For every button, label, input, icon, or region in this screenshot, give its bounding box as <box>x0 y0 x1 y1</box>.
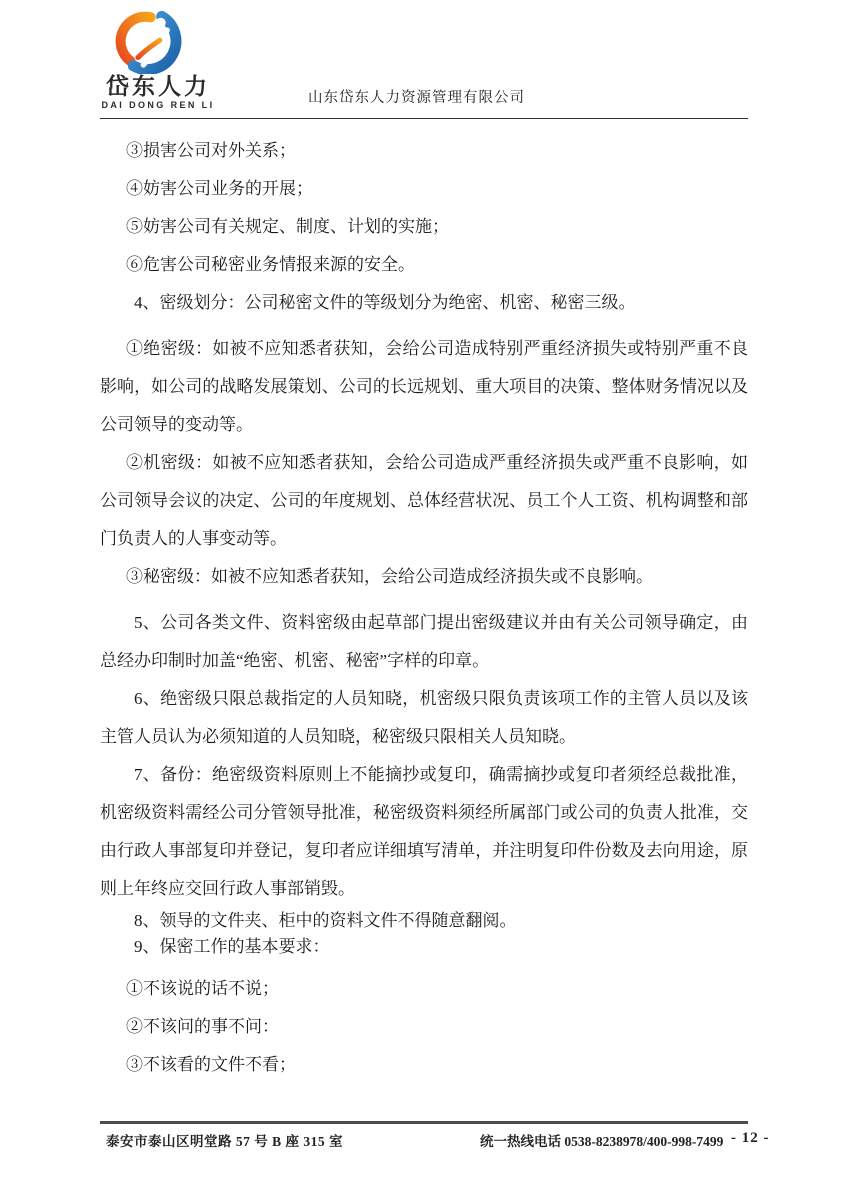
footer-divider <box>100 1121 748 1124</box>
doc-paragraph: 7、备份：绝密级资料原则上不能摘抄或复印，确需摘抄或复印者须经总裁批准，机密级资料需经公司分管领导批准，秘密级资料须经所属部门或公司的负责人批准，交由行政人事部复印并登记，复印者应详细填写清单，并注明复印件份数及去向用途，原则上年终应交回行政人事部销毁。 <box>100 765 748 898</box>
logo-emblem-icon <box>112 10 204 74</box>
doc-paragraph: ⑤妨害公司有关规定、制度、计划的实施； <box>126 217 449 236</box>
logo-english-name: DAI DONG REN LI <box>101 100 215 110</box>
doc-paragraph: 4、密级划分：公司秘密文件的等级划分为绝密、机密、秘密三级。 <box>134 293 636 312</box>
doc-paragraph: ②不该问的事不问： <box>126 1017 279 1036</box>
doc-paragraph: ③秘密级：如被不应知悉者获知，会给公司造成经济损失或不良影响。 <box>126 567 653 586</box>
doc-paragraph: 9、保密工作的基本要求： <box>134 937 330 956</box>
doc-paragraph: 5、公司各类文件、资料密级由起草部门提出密级建议并由有关公司领导确定，由总经办印制时加盖“绝密、机密、秘密”字样的印章。 <box>100 613 748 670</box>
company-name: 山东岱东人力资源管理有限公司 <box>308 90 525 106</box>
logo-chinese-name: 岱东人力 <box>106 73 210 99</box>
footer-hotline: 统一热线电话 0538-8238978/400-998-7499 <box>480 1134 724 1149</box>
doc-paragraph: ①不该说的话不说； <box>126 979 279 998</box>
doc-paragraph: ③损害公司对外关系； <box>126 141 296 160</box>
page-number: - 12 - <box>731 1130 770 1146</box>
doc-paragraph: ①绝密级：如被不应知悉者获知，会给公司造成特别严重经济损失或特别严重不良影响，如公司的战略发展策划、公司的长远规划、重大项目的决策、整体财务情况以及公司领导的变动等。 <box>100 339 748 434</box>
doc-paragraph: 6、绝密级只限总裁指定的人员知晓，机密级只限负责该项工作的主管人员以及该主管人员认为必须知道的人员知晓，秘密级只限相关人员知晓。 <box>100 689 748 746</box>
header-divider <box>100 118 748 119</box>
document-body <box>100 132 748 1084</box>
footer-address: 泰安市泰山区明堂路 57 号 B 座 315 室 <box>106 1134 344 1149</box>
doc-paragraph: 8、领导的文件夹、柜中的资料文件不得随意翻阅。 <box>134 911 517 930</box>
doc-paragraph: ④妨害公司业务的开展； <box>126 179 313 198</box>
doc-paragraph: ③不该看的文件不看； <box>126 1055 296 1074</box>
doc-paragraph: ②机密级：如被不应知悉者获知，会给公司造成严重经济损失或严重不良影响，如公司领导会议的决定、公司的年度规划、总体经营状况、员工个人工资、机构调整和部门负责人的人事变动等。 <box>100 453 748 548</box>
company-logo <box>98 10 218 110</box>
doc-paragraph: ⑥危害公司秘密业务情报来源的安全。 <box>126 255 415 274</box>
